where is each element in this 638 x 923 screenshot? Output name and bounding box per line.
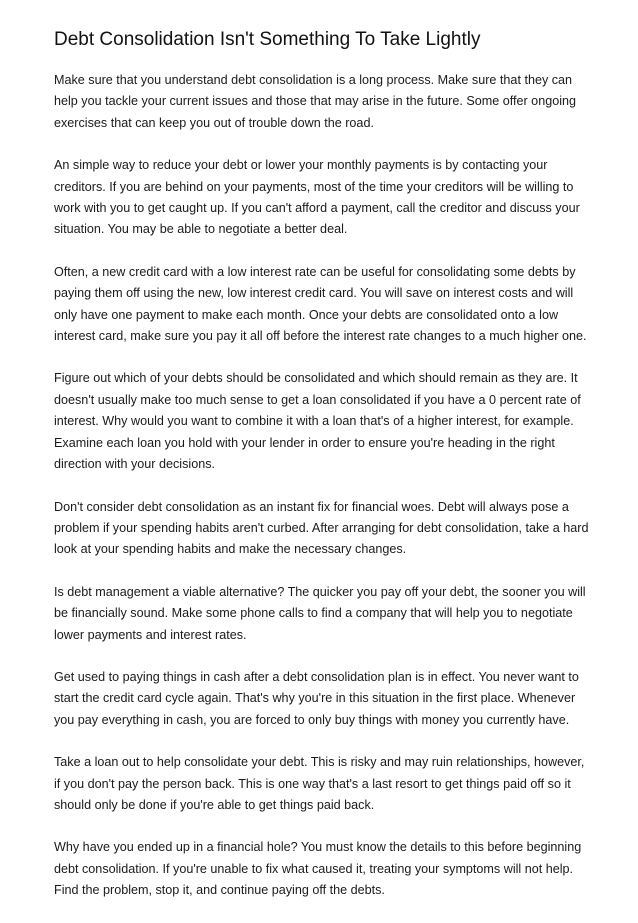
paragraph: Make sure that you understand debt consolidation is a long process. Make sure that they can help you tackle your current issues and those that may arise in the future. Some offer ongoing exercises that can keep you out of trouble down the road. [54, 73, 577, 130]
page-title: Debt Consolidation Isn't Something To Take Lightly [54, 29, 481, 50]
paragraph: An simple way to reduce your debt or lower your monthly payments is by contacting your creditors. If you are behind on your payments, most of the time your creditors will be willing to work with you to get caught up. If you can't afford a payment, call the creditor and discuss your situation. You may be able to negotiate a better deal. [54, 158, 580, 237]
paragraph: Don't consider debt consolidation as an instant fix for financial woes. Debt will always pose a problem if your spending habits aren't curbed. After arranging for debt consolidation, take a hard look at your spending habits and make the necessary changes. [54, 499, 589, 557]
paragraph: Get used to paying things in cash after a debt consolidation plan is in effect. You never want to start the credit card cycle again. That's why you're in this situation in the first place. Whenever you pay everything in cash, you are forced to only buy things with money you currently have. [54, 669, 579, 727]
paragraph: Is debt management a viable alternative? The quicker you pay off your debt, the sooner you will be financially sound. Make some phone calls to find a company that will help you to negotiate lower payments and interest rates. [54, 584, 586, 642]
paragraph: Take a loan out to help consolidate your debt. This is risky and may ruin relationships, however, if you don't pay the person back. This is one way that's a last resort to get things paid off so it should only be done if you're able to get things paid back. [54, 755, 585, 812]
document-page [54, 28, 594, 923]
paragraph: Often, a new credit card with a low interest rate can be useful for consolidating some debts by paying them off using the new, low interest credit card. You will save on interest costs and will only have one payment to make each month. Once your debts are consolidated onto a low interest card, make sure you pay it all off before the interest rate changes to a much higher one. [54, 264, 587, 344]
paragraph: Figure out which of your debts should be consolidated and which should remain as they are. It doesn't usually make too much sense to get a loan consolidated if you have a 0 percent rate of interest. Why would you want to combine it with a loan that's of a higher interest, for example. Examine each loan you hold with your lender in order to ensure you're heading in the right direction with your decisions. [54, 371, 581, 472]
paragraph: Why have you ended up in a financial hole? You must know the details to this before beginning debt consolidation. If you're unable to fix what caused it, treating your symptoms will not help. Find the problem, stop it, and continue paying off the debts. [54, 840, 582, 898]
